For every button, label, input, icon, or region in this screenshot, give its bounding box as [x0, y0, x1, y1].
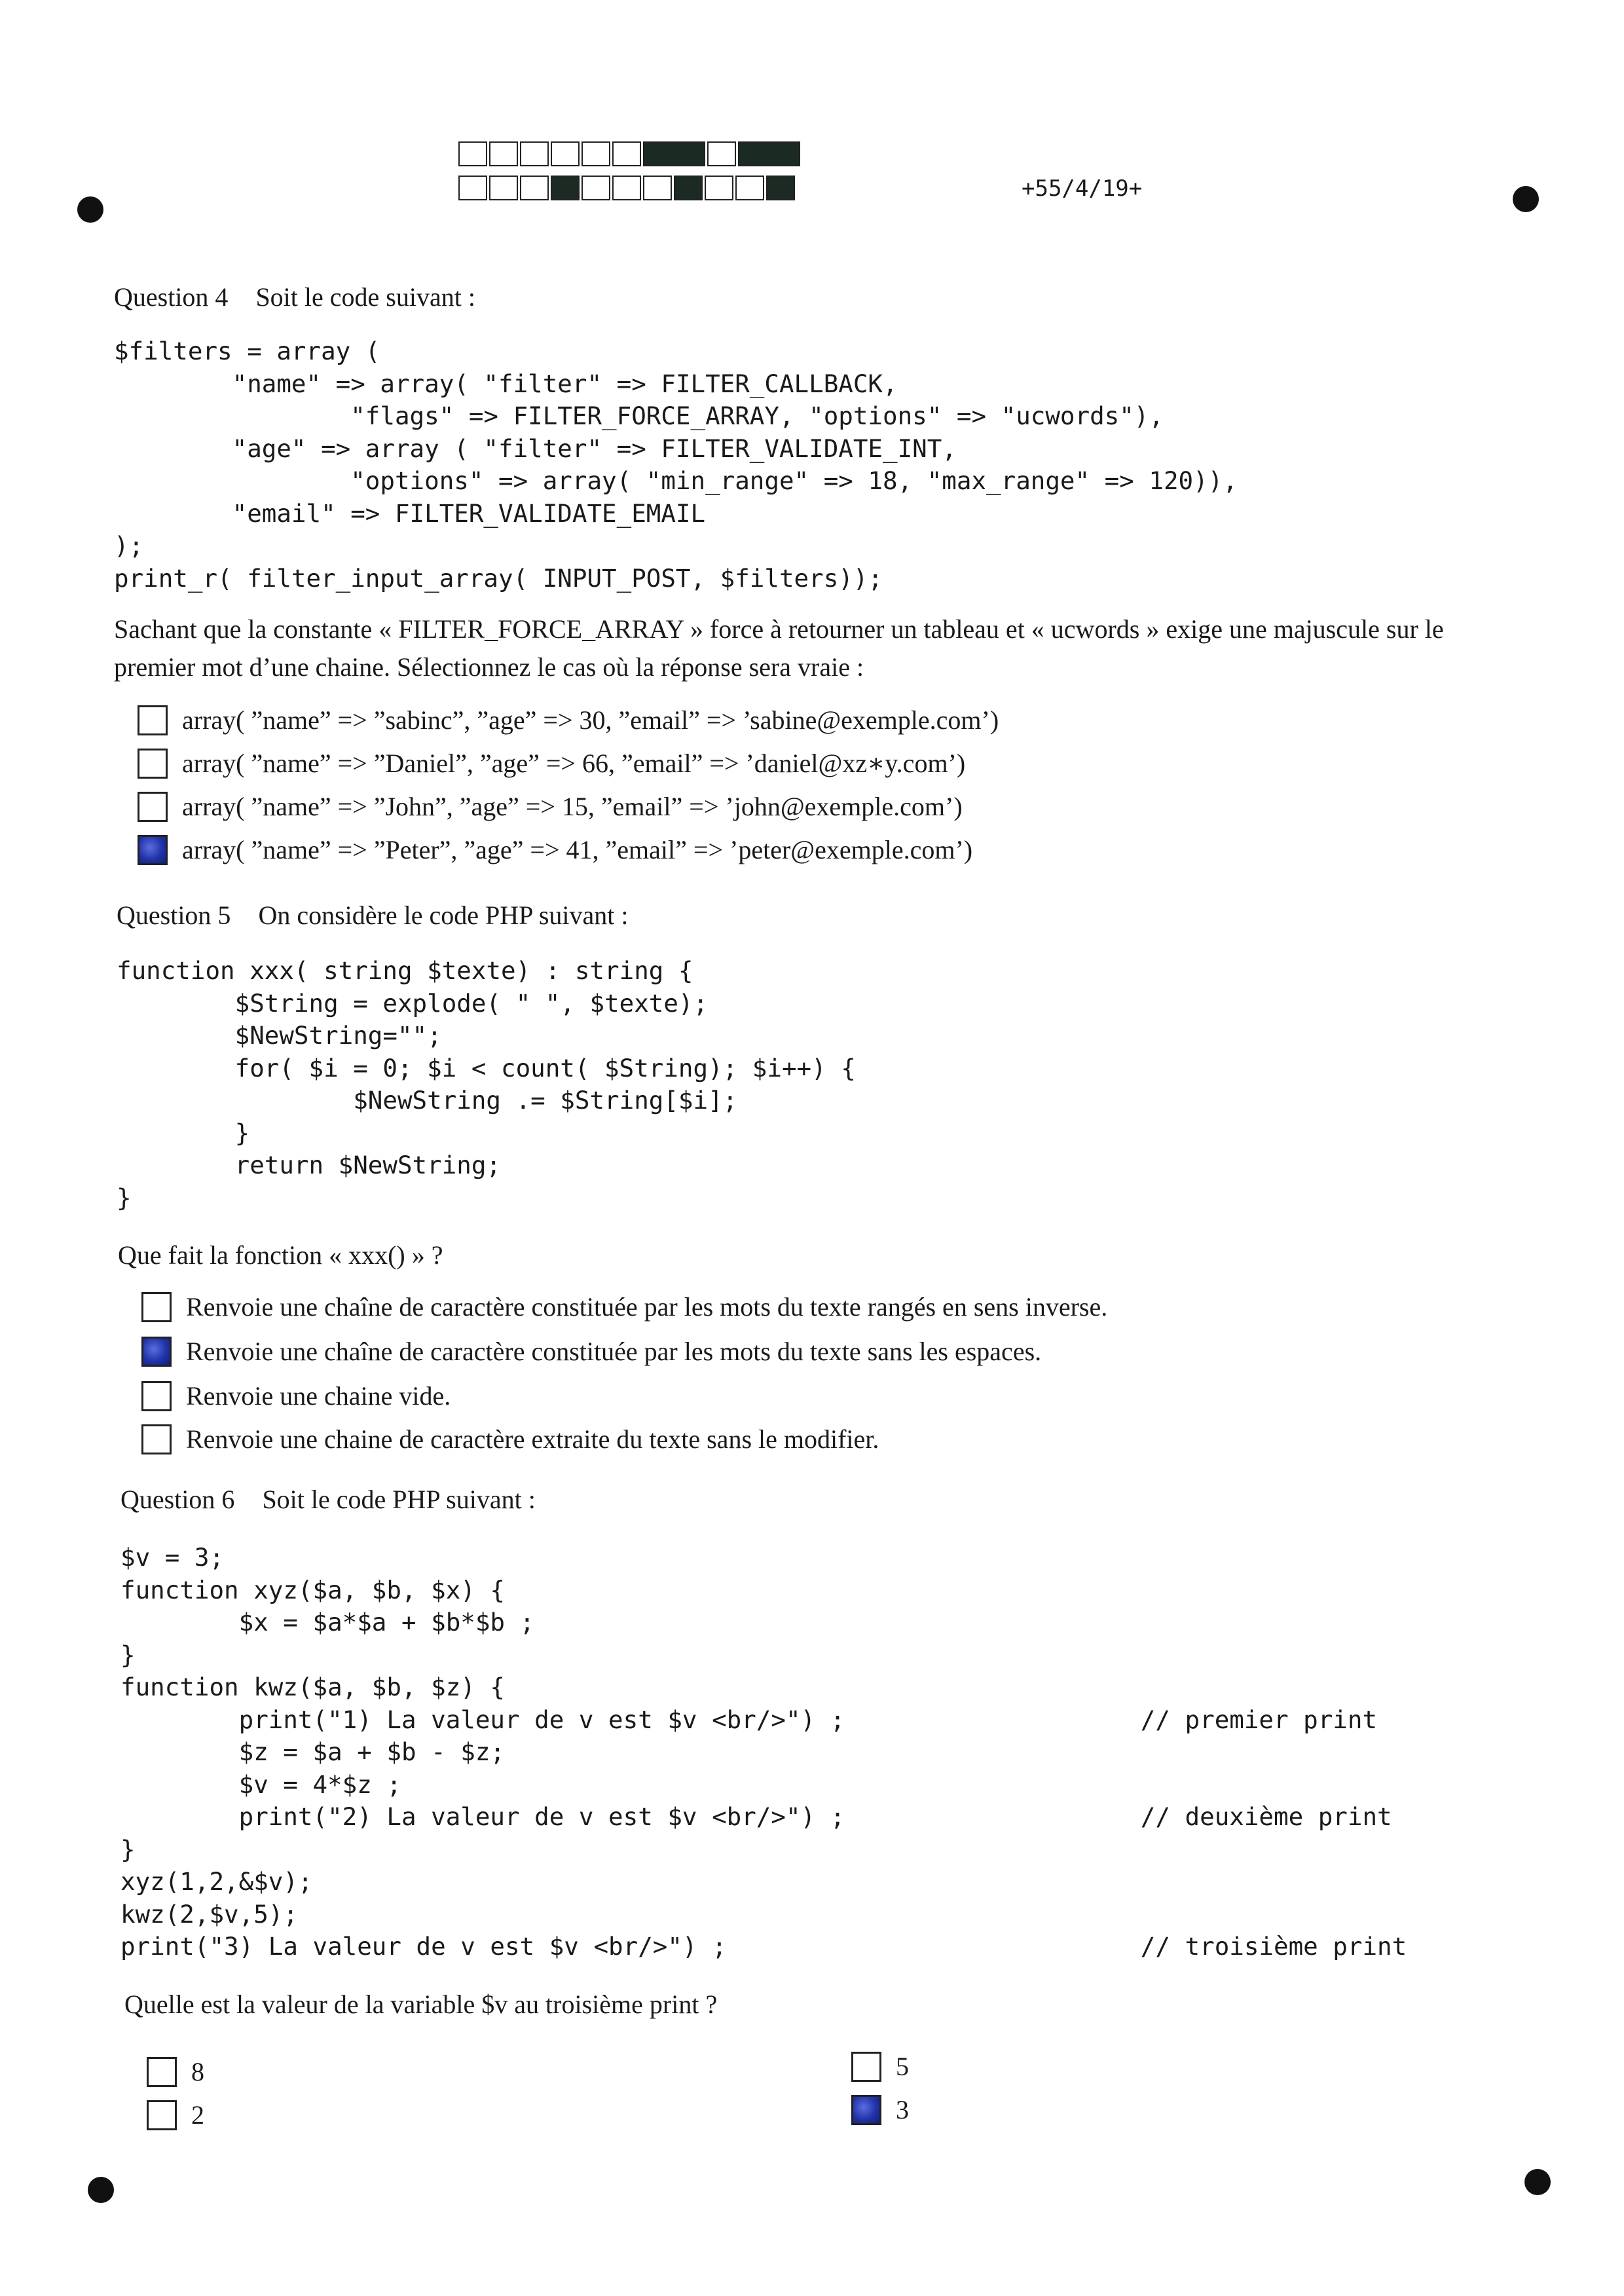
q6-option-2[interactable] [147, 2100, 204, 2130]
question-4-code: $filters = array ( "name" => array( "filter" => FILTER_CALLBACK, "flags" => FILTER_FORCE_ARRAY, "options" => "ucwords"), "age" => array ( "filter" => FILTER_VALIDATE_INT, "options" => array( "min_range" => 18, "max_range" => 120)), "email" => FILTER_VALIDATE_EMAIL ); print_r( filter_input_array( INPUT_POST, $filters)); [114, 337, 1238, 593]
option-label: Renvoie une chaine vide. [186, 1381, 451, 1411]
question-4-header [114, 282, 475, 312]
registration-mark-bottom-left [88, 2177, 114, 2203]
page-id: +55/4/19+ [1022, 176, 1143, 202]
q4-option-3[interactable] [138, 791, 963, 822]
checkbox-checked[interactable] [141, 1337, 172, 1367]
option-label: array( ”name” => ”Daniel”, ”age” => 66, ”email” => ’daniel@xz∗y.com’) [182, 749, 966, 778]
question-6-text: Quelle est la valeur de la variable $v au troisième print ? [124, 1990, 718, 2019]
registration-mark-top-left [77, 196, 103, 223]
q5-option-1[interactable] [141, 1291, 1107, 1322]
q5-option-4[interactable] [141, 1424, 879, 1454]
registration-mark-top-right [1513, 186, 1539, 212]
q6-option-4[interactable] [851, 2094, 909, 2125]
page-barcode [458, 141, 802, 210]
checkbox[interactable] [138, 705, 168, 735]
checkbox-checked[interactable] [851, 2095, 881, 2125]
question-5-code: function xxx( string $texte) : string { $String = explode( " ", $texte); $NewString=""; for( $i = 0; $i < count( $String); $i++) { $NewString .= $String[$i]; } return $NewString; } [117, 956, 856, 1212]
q5-option-3[interactable] [141, 1380, 451, 1411]
option-label: Renvoie une chaine de caractère extraite du texte sans le modifier. [186, 1424, 879, 1454]
option-label: 3 [896, 2095, 909, 2124]
q5-option-2[interactable] [141, 1336, 1041, 1367]
option-label: Renvoie une chaîne de caractère constituée par les mots du texte rangés en sens inverse. [186, 1292, 1108, 1322]
question-5-text: Que fait la fonction « xxx() » ? [118, 1240, 443, 1270]
checkbox[interactable] [141, 1381, 172, 1411]
registration-mark-bottom-right [1524, 2169, 1551, 2195]
question-4-text: Sachant que la constante « FILTER_FORCE_ARRAY » force à retourner un tableau et « ucwords » exige une majuscule sur le premier mot d’une chaine. Sélectionnez le cas où la réponse sera vraie : [114, 614, 1444, 682]
checkbox[interactable] [138, 792, 168, 822]
question-6-header [120, 1484, 536, 1515]
question-6-code: $v = 3; function xyz($a, $b, $x) { $x = $a*$a + $b*$b ; } function kwz($a, $b, $z) { print("1) La valeur de v est $v <br/>") ; // premier print $z = $a + $b - $z; $v = 4*$z ; print("2) La valeur de v est $v <br/>") ; // deuxième print } xyz(1,2,&$v); kwz(2,$v,5); print("3) La valeur de v est $v <br/>") ; // troisième print [120, 1543, 1407, 1961]
option-label: 8 [191, 2057, 204, 2086]
option-label: array( ”name” => ”John”, ”age” => 15, ”email” => ’john@exemple.com’) [182, 792, 963, 821]
option-label: 2 [191, 2100, 204, 2130]
q4-option-4[interactable] [138, 834, 972, 865]
checkbox-checked[interactable] [138, 835, 168, 865]
q4-option-2[interactable] [138, 748, 965, 779]
checkbox[interactable] [147, 2057, 177, 2087]
checkbox[interactable] [141, 1424, 172, 1454]
option-label: array( ”name” => ”Peter”, ”age” => 41, ”email” => ’peter@exemple.com’) [182, 835, 973, 864]
q6-option-3[interactable] [851, 2051, 909, 2082]
option-label: array( ”name” => ”sabinc”, ”age” => 30, ”email” => ’sabine@exemple.com’) [182, 705, 999, 735]
q6-option-1[interactable] [147, 2056, 204, 2087]
checkbox[interactable] [141, 1292, 172, 1322]
question-number: Question 4 [114, 282, 229, 312]
question-5-header [117, 900, 629, 931]
question-intro: On considère le code PHP suivant : [258, 900, 629, 930]
option-label: Renvoie une chaîne de caractère constituée par les mots du texte sans les espaces. [186, 1337, 1042, 1366]
checkbox[interactable] [147, 2100, 177, 2130]
option-label: 5 [896, 2052, 909, 2081]
question-intro: Soit le code suivant : [255, 282, 475, 312]
q4-option-1[interactable] [138, 705, 999, 735]
checkbox[interactable] [138, 749, 168, 779]
checkbox[interactable] [851, 2052, 881, 2082]
question-number: Question 5 [117, 900, 231, 930]
question-number: Question 6 [120, 1485, 235, 1514]
question-intro: Soit le code PHP suivant : [262, 1485, 536, 1514]
